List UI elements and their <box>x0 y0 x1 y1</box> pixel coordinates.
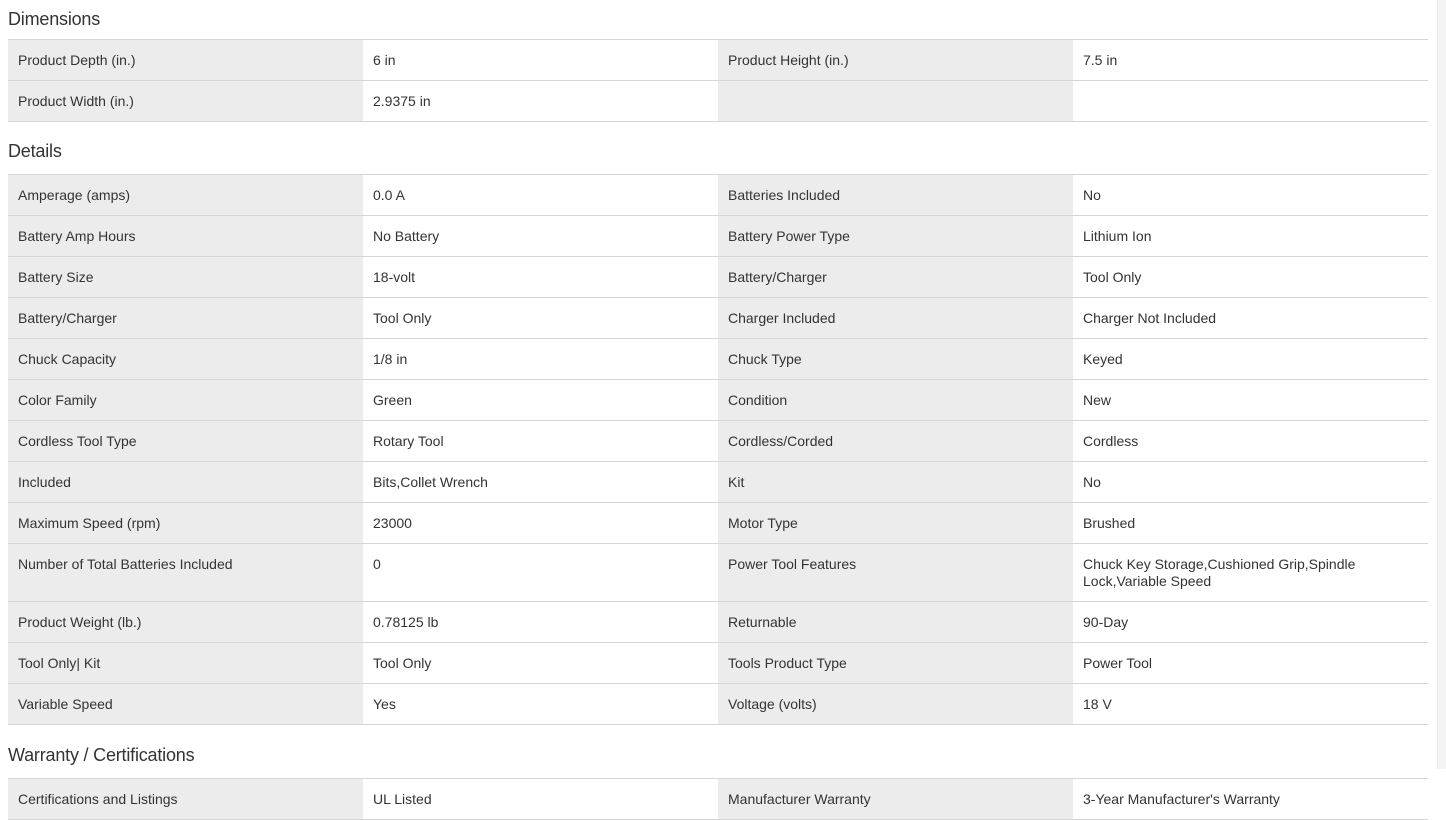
spec-value: Yes <box>363 684 718 724</box>
spec-value: 0 <box>363 544 718 601</box>
spec-label: Product Width (in.) <box>8 81 363 121</box>
spec-value: Green <box>363 380 718 420</box>
spec-label: Battery/Charger <box>718 257 1073 297</box>
spec-label: Maximum Speed (rpm) <box>8 503 363 543</box>
spec-value: Brushed <box>1073 503 1428 543</box>
spec-value: No Battery <box>363 216 718 256</box>
spec-row <box>8 779 1428 820</box>
spec-value: Cordless <box>1073 421 1428 461</box>
spec-row <box>8 684 1428 725</box>
spec-value: 0.78125 lb <box>363 602 718 642</box>
spec-label: Kit <box>718 462 1073 502</box>
spec-value: Rotary Tool <box>363 421 718 461</box>
spec-value: Chuck Key Storage,Cushioned Grip,Spindle Lock,Variable Speed <box>1073 544 1428 601</box>
spec-value: 7.5 in <box>1073 40 1428 80</box>
spec-value: 6 in <box>363 40 718 80</box>
section-title: Warranty / Certifications <box>8 745 195 765</box>
spec-label: Condition <box>718 380 1073 420</box>
spec-row <box>8 81 1428 122</box>
spec-value: UL Listed <box>363 779 718 819</box>
spec-label: Battery Amp Hours <box>8 216 363 256</box>
spec-row <box>8 544 1428 602</box>
spec-label: Charger Included <box>718 298 1073 338</box>
spec-label: Batteries Included <box>718 175 1073 215</box>
spec-value: Bits,Collet Wrench <box>363 462 718 502</box>
spec-value: 18-volt <box>363 257 718 297</box>
spec-value: Charger Not Included <box>1073 298 1428 338</box>
spec-section <box>0 0 1446 122</box>
spec-label: Product Depth (in.) <box>8 40 363 80</box>
spec-value: Tool Only <box>1073 257 1428 297</box>
spec-label: Chuck Capacity <box>8 339 363 379</box>
spec-value: 90-Day <box>1073 602 1428 642</box>
spec-label: Returnable <box>718 602 1073 642</box>
spec-value: Lithium Ion <box>1073 216 1428 256</box>
spec-value: Power Tool <box>1073 643 1428 683</box>
spec-row <box>8 421 1428 462</box>
spec-row <box>8 643 1428 684</box>
spec-value: No <box>1073 462 1428 502</box>
spec-row <box>8 175 1428 216</box>
spec-label: Battery/Charger <box>8 298 363 338</box>
spec-label: Included <box>8 462 363 502</box>
spec-label <box>718 81 1073 121</box>
spec-label: Voltage (volts) <box>718 684 1073 724</box>
spec-value: Tool Only <box>363 643 718 683</box>
spec-value: 2.9375 in <box>363 81 718 121</box>
spec-label: Amperage (amps) <box>8 175 363 215</box>
spec-row <box>8 298 1428 339</box>
spec-label: Power Tool Features <box>718 544 1073 601</box>
spec-row <box>8 503 1428 544</box>
spec-label: Chuck Type <box>718 339 1073 379</box>
spec-value: 0.0 A <box>363 175 718 215</box>
spec-value: No <box>1073 175 1428 215</box>
spec-label: Product Weight (lb.) <box>8 602 363 642</box>
spec-label: Number of Total Batteries Included <box>8 544 363 601</box>
spec-label: Battery Size <box>8 257 363 297</box>
section-title: Dimensions <box>8 9 101 29</box>
spec-value: 3-Year Manufacturer's Warranty <box>1073 779 1428 819</box>
spec-row <box>8 380 1428 421</box>
spec-label: Tool Only| Kit <box>8 643 363 683</box>
spec-value: Keyed <box>1073 339 1428 379</box>
spec-label: Motor Type <box>718 503 1073 543</box>
spec-row <box>8 216 1428 257</box>
spec-row <box>8 602 1428 643</box>
spec-value: 23000 <box>363 503 718 543</box>
spec-row <box>8 40 1428 81</box>
spec-value: New <box>1073 380 1428 420</box>
spec-label: Cordless/Corded <box>718 421 1073 461</box>
spec-row <box>8 257 1428 298</box>
spec-label: Variable Speed <box>8 684 363 724</box>
spec-section <box>0 122 1446 725</box>
spec-section <box>0 725 1446 820</box>
spec-table <box>8 778 1428 820</box>
spec-value <box>1073 81 1428 121</box>
spec-label: Product Height (in.) <box>718 40 1073 80</box>
spec-table <box>8 174 1428 725</box>
section-title: Details <box>8 141 62 161</box>
vertical-scrollbar[interactable] <box>1437 0 1446 769</box>
spec-row <box>8 339 1428 380</box>
spec-label: Tools Product Type <box>718 643 1073 683</box>
spec-label: Battery Power Type <box>718 216 1073 256</box>
spec-label: Cordless Tool Type <box>8 421 363 461</box>
spec-label: Color Family <box>8 380 363 420</box>
spec-value: 1/8 in <box>363 339 718 379</box>
spec-label: Manufacturer Warranty <box>718 779 1073 819</box>
spec-row <box>8 462 1428 503</box>
spec-label: Certifications and Listings <box>8 779 363 819</box>
spec-table <box>8 39 1428 122</box>
spec-value: 18 V <box>1073 684 1428 724</box>
spec-value: Tool Only <box>363 298 718 338</box>
